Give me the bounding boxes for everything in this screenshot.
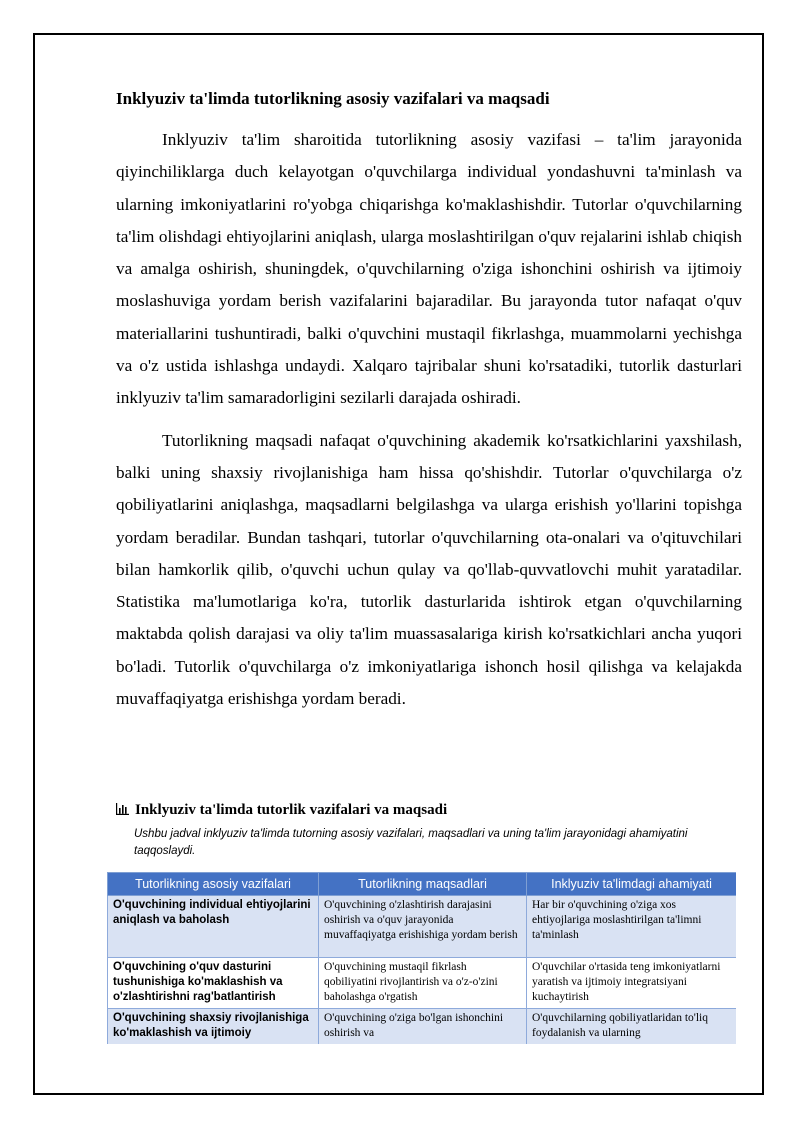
table-cell: O'quvchining mustaqil fikrlash qobiliyatini rivojlantirish va o'z-o'zini baholashga o'rgatish (319, 958, 527, 1009)
paragraph-1: Inklyuziv ta'lim sharoitida tutorlikning asosiy vazifasi – ta'lim jarayonida qiyinchiliklarga duch kelayotgan o'quvchilarga individual yondashuvni ta'minlash va ularning imkoniyatlarini ro'yobga chiqarishga ko'maklashishdir. Tutorlar o'quvchilarning ta'lim olishdagi ehtiyojlarini aniqlash, ularga moslashtirilgan o'quv rejalarini ishlab chiqish va amalga oshirish, shuningdek, o'quvchilarning o'ziga ishonchini oshirish va ijtimoiy moslashuviga yordam berish vazifalarini bajaradilar. Bu jarayonda tutor nafaqat o'quv materiallarini tushuntiradi, balki o'quvchini mustaqil fikrlashga, muammolarni yechishga va o'z ustida ishlashga undaydi. Xalqaro tajribalar shuni ko'rsatadiki, tutorlik dasturlari inklyuziv ta'lim samaradorligini sezilarli darajada oshiradi. (116, 130, 742, 408)
table-header-row (108, 873, 737, 896)
column-header: Tutorlikning maqsadlari (319, 873, 527, 896)
table-cell: Har bir o'quvchining o'ziga xos ehtiyojlariga moslashtirilgan ta'limni ta'minlash (527, 896, 737, 958)
table-cell: O'quvchining individual ehtiyojlarini aniqlash va baholash (108, 896, 319, 958)
document-body (116, 88, 742, 725)
bar-chart-icon (116, 803, 129, 815)
table-cell: O'quvchilar o'rtasida teng imkoniyatlarni yaratish va ijtimoiy integratsiyani kuchaytirish (527, 958, 737, 1009)
table-cell: O'quvchining o'zlashtirish darajasini oshirish va o'quv jarayonida muvaffaqiyatga erishishiga yordam berish (319, 896, 527, 958)
table-row (108, 958, 737, 1009)
comparison-table (107, 872, 736, 1044)
table-cell: O'quvchining o'quv dasturini tushunishiga ko'maklashish va o'zlashtirishni rag'batlantirish (108, 958, 319, 1009)
table-container (107, 872, 736, 1044)
column-header: Tutorlikning asosiy vazifalari (108, 873, 319, 896)
table-row (108, 896, 737, 958)
paragraph-2: Tutorlikning maqsadi nafaqat o'quvchining akademik ko'rsatkichlarini yaxshilash, balki uning shaxsiy rivojlanishiga ham hissa qo'shishdir. Tutorlar o'quvchilarga o'z qobiliyatlarini aniqlashga, maqsadlarni belgilashga va ularga erishish yo'llarini topishga yordam beradilar. Bundan tashqari, tutorlar o'quvchilarning ota-onalari va o'qituvchilari bilan hamkorlik qilib, o'quvchi uchun qulay va qo'llab-quvvatlovchi muhit yaratadilar. Statistika ma'lumotlariga ko'ra, tutorlik dasturlarida ishtirok etgan o'quvchilarning maktabda qolish darajasi va oliy ta'lim muassasalariga kirish ko'rsatkichlari ancha yuqori bo'ladi. Tutorlik o'quvchilarga o'z imkoniyatlariga ishonch hosil qilishga va kelajakda muvaffaqiyatga erishishga yordam beradi. (116, 430, 742, 709)
table-row (108, 1009, 737, 1045)
column-header: Inklyuziv ta'limdagi ahamiyati (527, 873, 737, 896)
table-title-text: Inklyuziv ta'limda tutorlik vazifalari va maqsadi (135, 802, 448, 818)
table-cell: O'quvchilarning qobiliyatlaridan to'liq foydalanish va ularning (527, 1009, 737, 1045)
table-caption: Ushbu jadval inklyuziv ta'limda tutorning asosiy vazifalari, maqsadlari va uning ta'lim jarayonidagi ahamiyatini taqqoslaydi. (134, 828, 688, 857)
table-title (116, 800, 756, 820)
table-cell: O'quvchining shaxsiy rivojlanishiga ko'maklashish va ijtimoiy (108, 1009, 319, 1045)
section-heading: Inklyuziv ta'limda tutorlikning asosiy vazifalari va maqsadi (116, 89, 550, 108)
table-cell: O'quvchining o'ziga bo'lgan ishonchini oshirish va (319, 1009, 527, 1045)
